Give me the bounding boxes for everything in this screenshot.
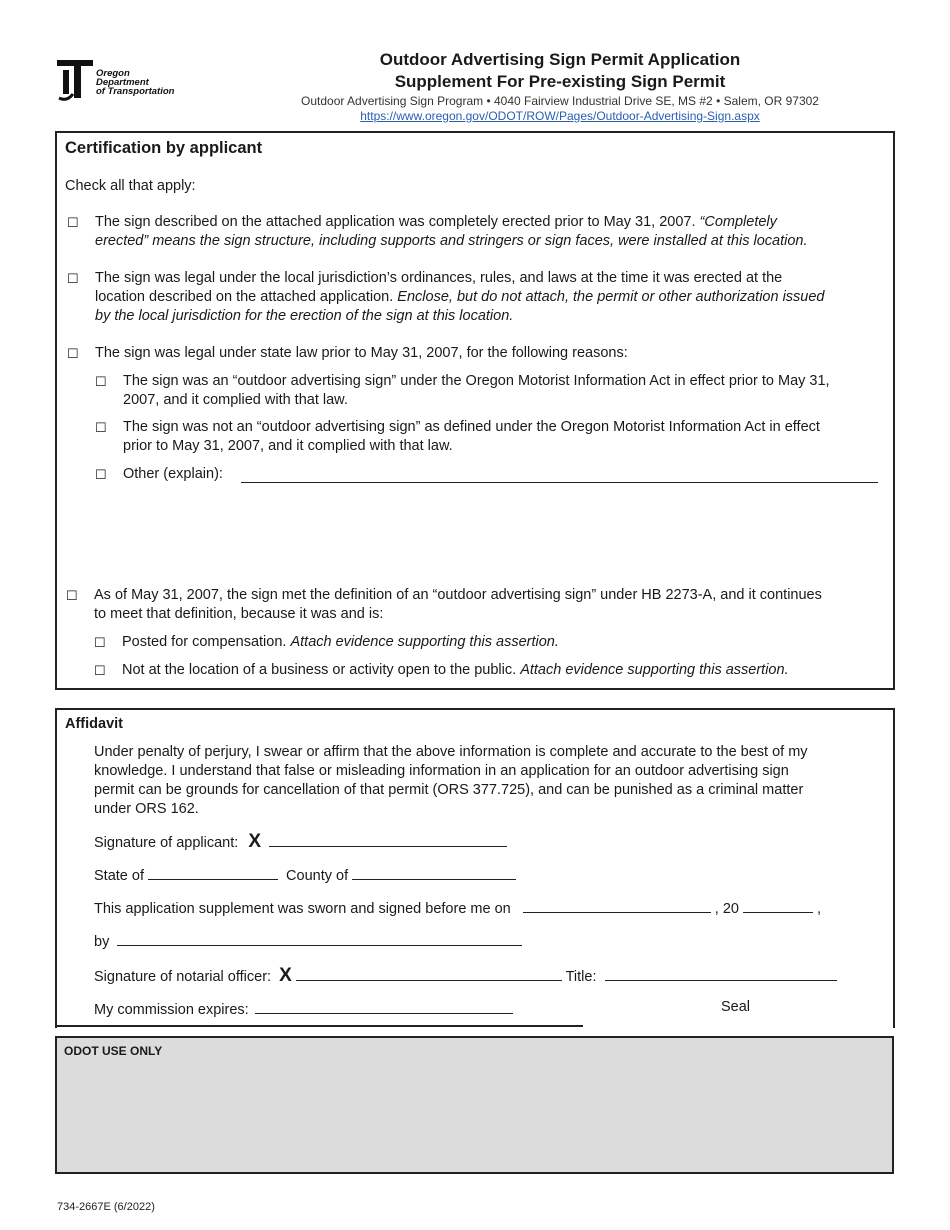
sworn-date-field[interactable] bbox=[523, 897, 711, 913]
logo-text-line: Oregon bbox=[96, 68, 130, 79]
item-text: The sign was legal under the local jurisdiction’s ordinances, rules, and laws at the time it was erected at the bbox=[95, 270, 783, 286]
sworn-label: This application supplement was sworn and signed before me on bbox=[94, 901, 511, 917]
by-row bbox=[94, 930, 522, 952]
sign-here-mark: X bbox=[248, 831, 262, 852]
affidavit-text: Under penalty of perjury, I swear or affirm that the above information is complete and accurate to the best of my bbox=[94, 744, 808, 760]
item-text: Posted for compensation. bbox=[122, 634, 287, 650]
checkbox-not-business[interactable]: ☐ bbox=[94, 663, 106, 678]
notary-signature-label: Signature of notarial officer: bbox=[94, 969, 272, 985]
notary-signature-row bbox=[94, 965, 837, 987]
item-text: The sign was not an “outdoor advertising sign” as defined under the Oregon Motorist Information Act in effect bbox=[123, 419, 820, 435]
item-text: 2007, and it complied with that law. bbox=[123, 392, 348, 408]
title-field[interactable] bbox=[605, 965, 837, 981]
item-was-oas bbox=[123, 372, 888, 410]
item-text: The sign was an “outdoor advertising sign” under the Oregon Motorist Information Act in effect prior to May 31, bbox=[123, 373, 830, 389]
county-field[interactable] bbox=[352, 864, 516, 880]
item-compensation bbox=[122, 633, 559, 652]
logo-text-line: Department bbox=[96, 77, 149, 88]
commission-label: My commission expires: bbox=[94, 1002, 249, 1018]
checkbox-other[interactable]: ☐ bbox=[95, 467, 107, 482]
item-note: erected” means the sign structure, including supports and stringers or sign faces, were installed at this location. bbox=[95, 233, 808, 249]
odot-use-only-heading: ODOT USE ONLY bbox=[64, 1044, 163, 1058]
checkbox-completely-erected[interactable]: ☐ bbox=[67, 215, 79, 230]
sworn-row bbox=[94, 897, 821, 919]
affidavit-text: under ORS 162. bbox=[94, 801, 199, 817]
other-explain-field[interactable] bbox=[241, 467, 878, 483]
odot-logo-text bbox=[96, 69, 174, 96]
item-note: by the local jurisdiction for the erection of the sign at this location. bbox=[95, 308, 514, 324]
item-legal-state: The sign was legal under state law prior to May 31, 2007, for the following reasons: bbox=[95, 345, 628, 361]
certification-heading: Certification by applicant bbox=[65, 139, 263, 157]
item-note: Attach evidence supporting this assertion. bbox=[290, 634, 559, 650]
applicant-signature-row bbox=[94, 831, 507, 853]
sign-here-mark: X bbox=[279, 965, 292, 986]
state-label: State of bbox=[94, 868, 144, 884]
checkbox-hb2273[interactable]: ☐ bbox=[66, 588, 78, 603]
check-instruction: Check all that apply: bbox=[65, 178, 196, 194]
seal-label: Seal bbox=[721, 999, 751, 1015]
applicant-signature-field[interactable] bbox=[269, 831, 507, 847]
form-subtitle: Supplement For Pre-existing Sign Permit bbox=[394, 72, 726, 91]
item-completely-erected bbox=[95, 213, 885, 251]
year-prefix: , 20 bbox=[714, 901, 739, 917]
checkbox-compensation[interactable]: ☐ bbox=[94, 635, 106, 650]
odot-use-only-section bbox=[55, 1036, 894, 1174]
checkbox-was-not-oas[interactable]: ☐ bbox=[95, 420, 107, 435]
checkbox-legal-local[interactable]: ☐ bbox=[67, 271, 79, 286]
comma: , bbox=[817, 901, 822, 917]
item-note: Attach evidence supporting this assertion. bbox=[520, 662, 789, 678]
form-number: 734-2667E (6/2022) bbox=[57, 1201, 155, 1213]
form-title: Outdoor Advertising Sign Permit Application bbox=[379, 50, 741, 69]
item-was-not-oas bbox=[123, 418, 888, 456]
item-note: Enclose, but do not attach, the permit or other authorization issued bbox=[397, 289, 825, 305]
logo-text-line: of Transportation bbox=[96, 86, 175, 97]
commission-row bbox=[94, 998, 513, 1020]
item-text: to meet that definition, because it was and is: bbox=[94, 606, 384, 622]
affidavit-divider bbox=[55, 1025, 583, 1027]
by-label: by bbox=[94, 934, 110, 950]
item-hb2273 bbox=[94, 586, 884, 624]
title-label: Title: bbox=[565, 969, 597, 985]
county-label: County of bbox=[286, 868, 349, 884]
state-county-row bbox=[94, 864, 516, 886]
applicant-signature-label: Signature of applicant: bbox=[94, 835, 239, 851]
item-text: location described on the attached application. bbox=[95, 289, 394, 305]
program-address: Outdoor Advertising Sign Program • 4040 Fairview Industrial Drive SE, MS #2 • Salem, OR 97302 bbox=[301, 94, 819, 108]
affidavit-text: permit can be grounds for cancellation of that permit (ORS 377.725), and can be punished as a criminal matter bbox=[94, 782, 804, 798]
item-legal-local bbox=[95, 269, 885, 326]
commission-field[interactable] bbox=[255, 998, 513, 1014]
sworn-year-field[interactable] bbox=[743, 897, 813, 913]
item-text: The sign described on the attached application was completely erected prior to May 31, 2007. bbox=[95, 214, 696, 230]
item-note: “Completely bbox=[699, 214, 777, 230]
program-url-link[interactable]: https://www.oregon.gov/ODOT/ROW/Pages/Outdoor-Advertising-Sign.aspx bbox=[360, 109, 760, 123]
checkbox-legal-state[interactable]: ☐ bbox=[67, 346, 79, 361]
affidavit-text: knowledge. I understand that false or misleading information in an application for an outdoor advertising sign bbox=[94, 763, 789, 779]
state-field[interactable] bbox=[148, 864, 278, 880]
by-field[interactable] bbox=[117, 930, 522, 946]
notary-signature-field[interactable] bbox=[296, 965, 562, 981]
item-text: prior to May 31, 2007, and it complied with that law. bbox=[123, 438, 453, 454]
item-other-label: Other (explain): bbox=[123, 466, 223, 482]
affidavit-heading: Affidavit bbox=[65, 716, 123, 732]
affidavit-statement bbox=[94, 743, 884, 819]
item-not-business bbox=[122, 661, 789, 680]
item-text: As of May 31, 2007, the sign met the definition of an “outdoor advertising sign” under HB 2273-A, and it continues bbox=[94, 587, 822, 603]
item-text: Not at the location of a business or activity open to the public. bbox=[122, 662, 517, 678]
checkbox-was-oas[interactable]: ☐ bbox=[95, 374, 107, 389]
